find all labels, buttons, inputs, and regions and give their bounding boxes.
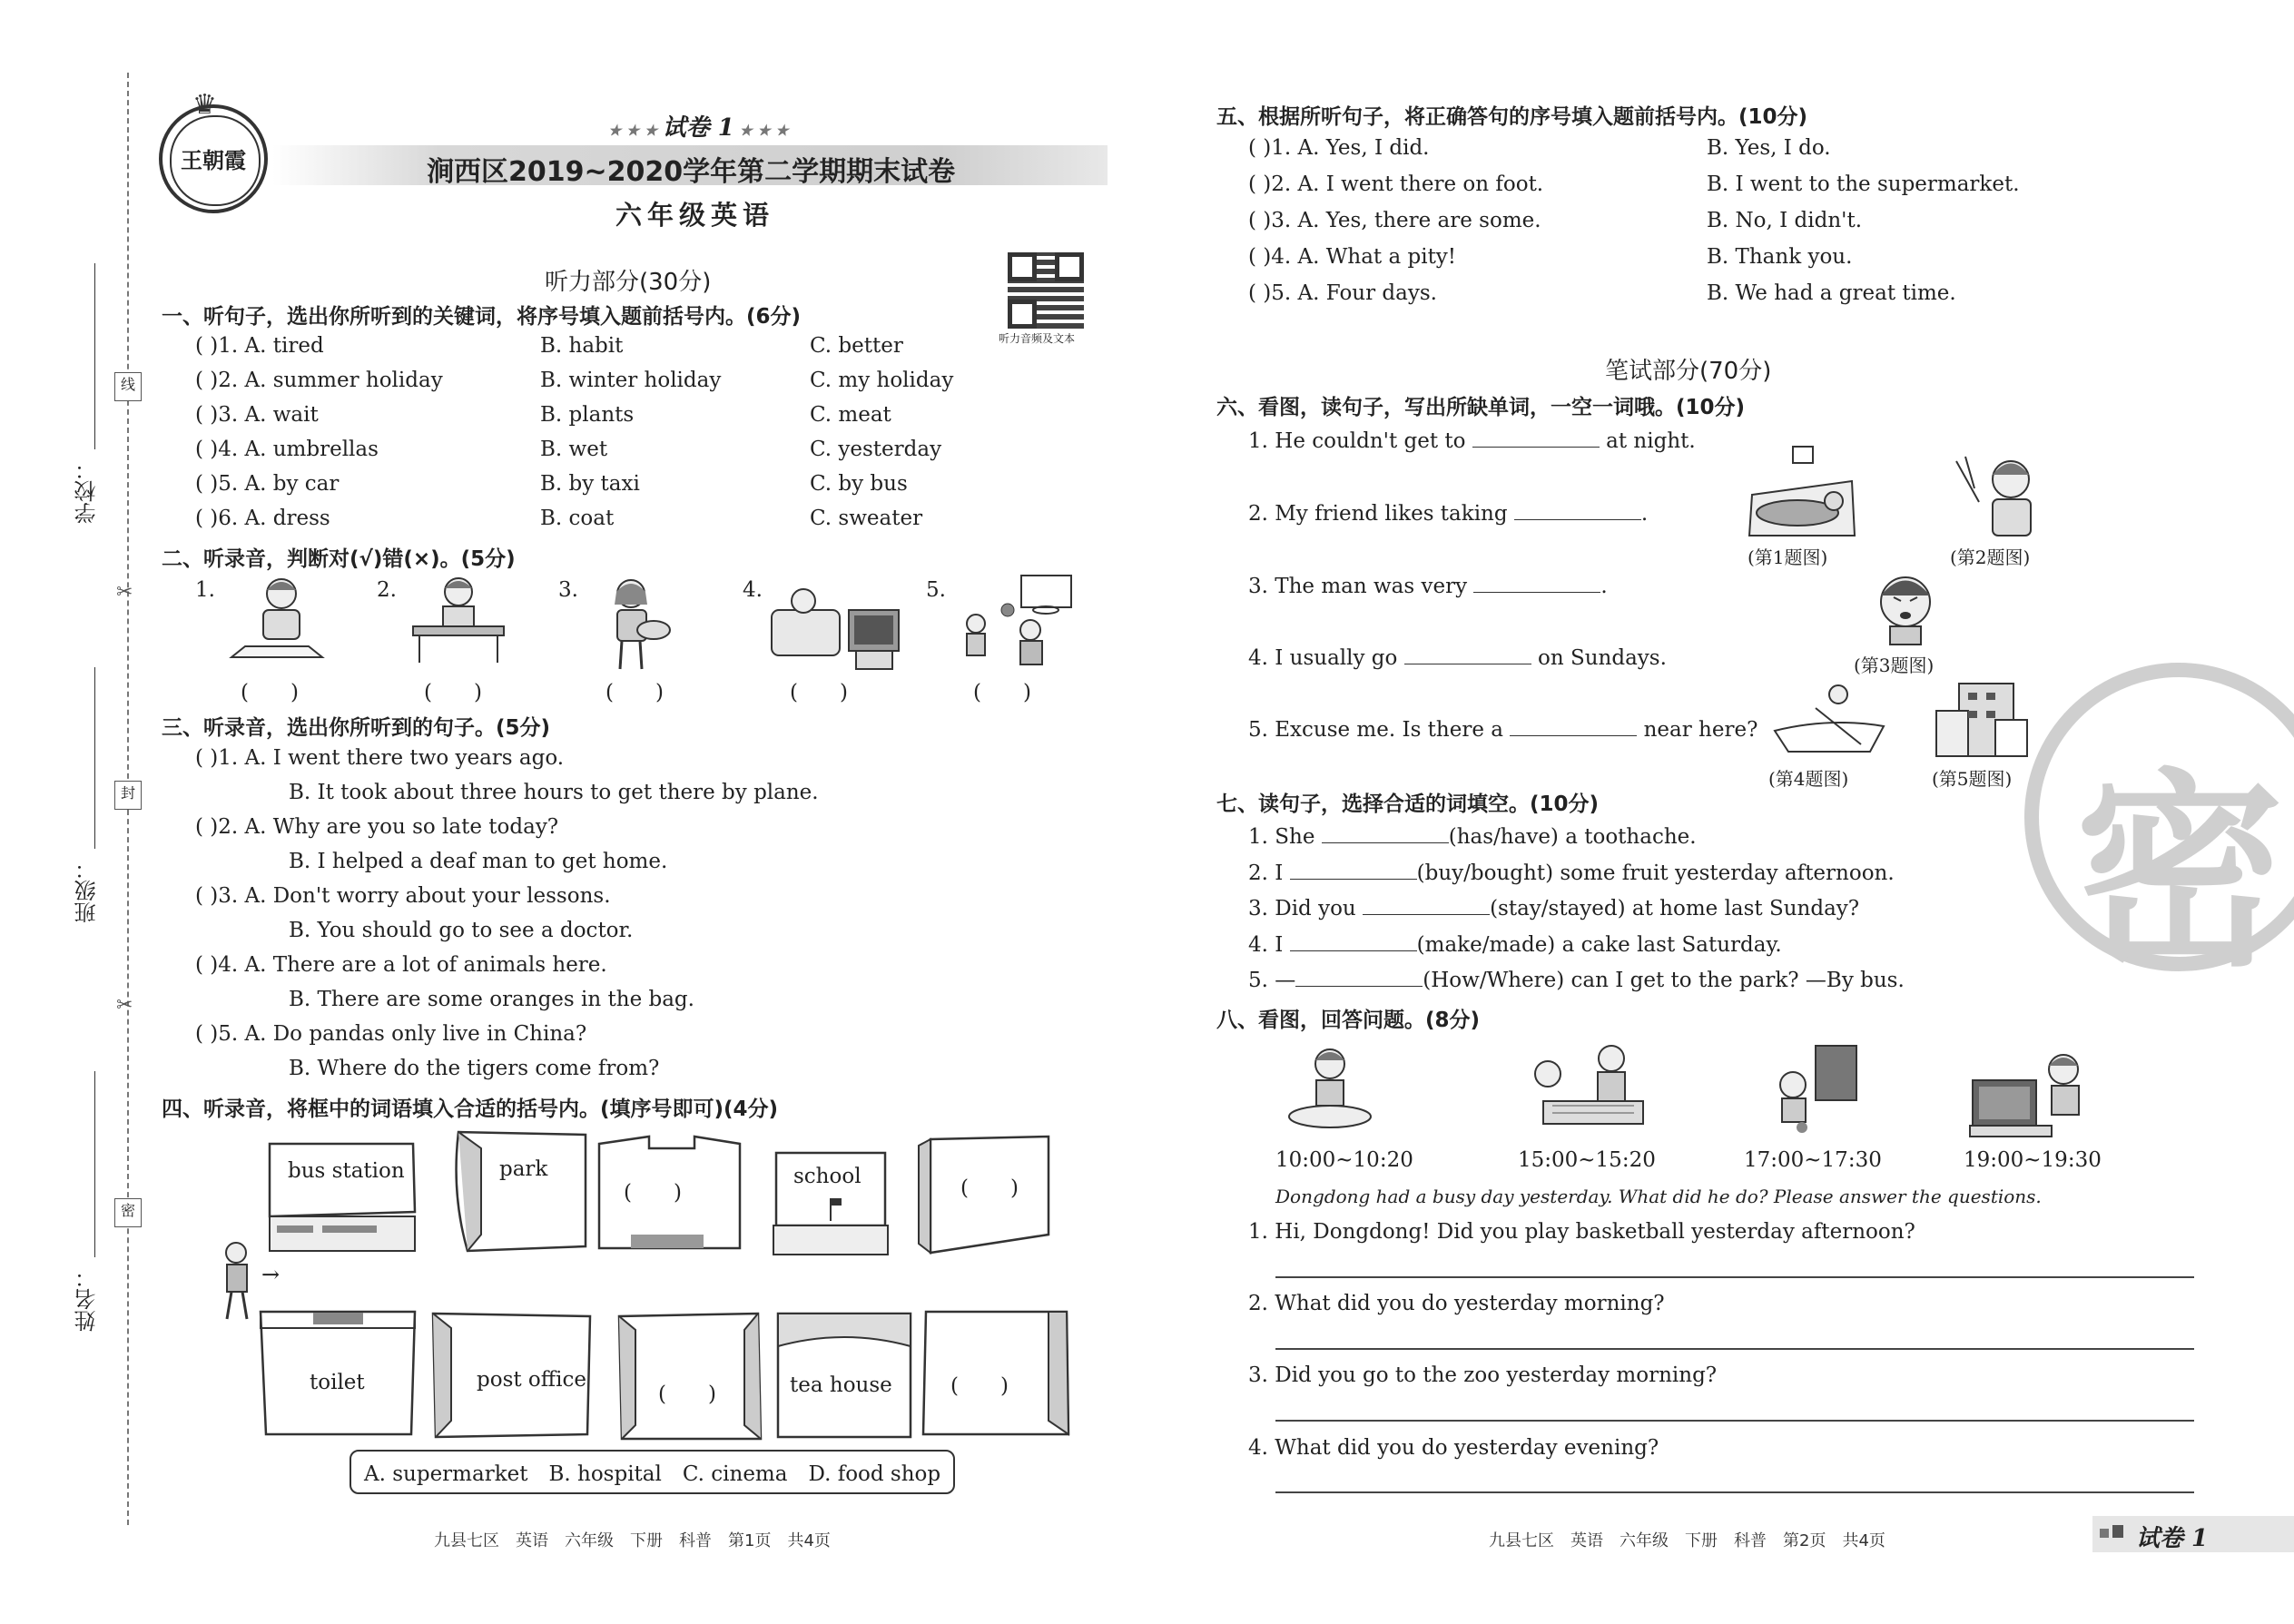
s8-answer-line-1[interactable] xyxy=(1275,1276,2194,1278)
s7-blank-1[interactable] xyxy=(1322,824,1449,843)
s6-caption-5: (第5题图) xyxy=(1932,768,2013,790)
s7-item-5: 5. — (How/Where) can I get to the park? —By bus. xyxy=(1248,969,1905,992)
s6-item-1: 1. He couldn't get to at night. xyxy=(1248,429,1696,453)
s2-answer-5[interactable]: ( ) xyxy=(973,681,1031,704)
s5-row: ( )1. A. Yes, I did. B. Yes, I do. xyxy=(1248,136,1831,160)
s5-row: ( )3. A. Yes, there are some. B. No, I didn't. xyxy=(1248,209,1863,232)
s8-time-1: 10:00~10:20 xyxy=(1275,1148,1413,1172)
building-blank-4: ( ) xyxy=(921,1307,1071,1439)
girl-eating-illustration xyxy=(595,574,676,674)
line-mark: 线 xyxy=(114,372,142,401)
s7-blank-5[interactable] xyxy=(1295,968,1423,987)
s8-question-4: 4. What did you do yesterday evening? xyxy=(1248,1436,1659,1460)
s6-item-2: 2. My friend likes taking . xyxy=(1248,502,1649,526)
s7-blank-4[interactable] xyxy=(1290,932,1417,951)
s7-item-4: 4. I (make/made) a cake last Saturday. xyxy=(1248,933,1782,957)
s3-option-b: B. There are some oranges in the bag. xyxy=(289,988,694,1011)
s8-time-3: 17:00~17:30 xyxy=(1744,1148,1882,1172)
s8-intro: Dongdong had a busy day yesterday. What did he do? Please answer the questions. xyxy=(1275,1186,2042,1207)
test-tab xyxy=(2092,1516,2294,1552)
s8-question-2: 2. What did you do yesterday morning? xyxy=(1248,1292,1665,1315)
class-field[interactable] xyxy=(94,667,95,849)
s6-caption-4: (第4题图) xyxy=(1768,768,1849,790)
s2-answer-2[interactable]: ( ) xyxy=(424,681,482,704)
building-blank-3: ( ) xyxy=(617,1312,763,1443)
angry-man-illustration xyxy=(1872,570,1940,647)
s5-row: ( )5. A. Four days. B. We had a great time. xyxy=(1248,281,1956,305)
s6-blank-1[interactable] xyxy=(1472,428,1600,448)
s6-item-5: 5. Excuse me. Is there a near here? xyxy=(1248,718,1758,742)
s2-answer-1[interactable]: ( ) xyxy=(241,681,299,704)
sleeping-man-illustration xyxy=(1748,445,1856,540)
building-post-office: post office xyxy=(431,1312,595,1439)
boy-sofa-tv-illustration xyxy=(767,574,903,674)
s8-time-4: 19:00~19:30 xyxy=(1964,1148,2102,1172)
boy-photo-illustration xyxy=(1947,452,2047,538)
secret-mark: 密 xyxy=(114,1198,142,1227)
brand-logo xyxy=(159,104,268,213)
boy-playing-illustration xyxy=(1285,1044,1375,1130)
class-label: 班级： xyxy=(74,858,100,923)
s2-pictures: 1. 2. 3. 4. 5. ( ) ( ) ( ) ( ) ( ) xyxy=(195,574,1094,701)
boy-drawing-illustration xyxy=(227,574,327,664)
s6-caption-1: (第1题图) xyxy=(1748,546,1828,568)
scissors-icon: ✂ xyxy=(116,994,133,1017)
s6-caption-2: (第2题图) xyxy=(1950,546,2031,568)
s7-item-2: 2. I (buy/bought) some fruit yesterday afternoon. xyxy=(1248,861,1895,885)
s5-title: 五、根据所听句子，将正确答句的序号填入题前括号内。(10分) xyxy=(1216,105,1808,129)
s7-title: 七、读句子，选择合适的词填空。(10分) xyxy=(1216,792,1600,816)
s8-title: 八、看图，回答问题。(8分) xyxy=(1216,1009,1481,1032)
scissors-icon: ✂ xyxy=(116,581,133,604)
s1-row: ( )4. A. umbrellas B. wet C. yesterday xyxy=(195,438,942,461)
s7-blank-2[interactable] xyxy=(1290,861,1417,880)
s3-option-a: ( )5. A. Do pandas only live in China? xyxy=(195,1022,587,1046)
qr-caption: 听力音频及文本 xyxy=(999,332,1076,345)
s8-answer-line-3[interactable] xyxy=(1275,1420,2194,1422)
s3-option-b: B. It took about three hours to get there by plane. xyxy=(289,781,819,804)
s6-blank-3[interactable] xyxy=(1473,574,1600,593)
building-blank-2: ( ) xyxy=(917,1135,1053,1257)
s3-list xyxy=(195,746,819,1091)
s1-row: ( )1. A. tired B. habit C. better xyxy=(195,334,903,358)
subtitle: 六年级英语 xyxy=(615,200,775,231)
tab-label: 试卷 1 xyxy=(2136,1525,2209,1552)
s7-blank-3[interactable] xyxy=(1363,896,1490,915)
star-icon: ★ ★ ★ xyxy=(733,122,789,139)
boy-computer-illustration xyxy=(1968,1044,2095,1139)
boy-drawing-board-illustration xyxy=(1766,1044,1866,1135)
arrow-right-icon: → xyxy=(261,1262,281,1287)
s3-option-b: B. I helped a deaf man to get home. xyxy=(289,850,668,873)
writing-title: 笔试部分(70分) xyxy=(1605,358,1772,385)
buildings-illustration xyxy=(1932,679,2032,761)
secret-watermark xyxy=(2024,663,2294,995)
boy-desk-illustration xyxy=(409,574,508,664)
building-tea-house: tea house xyxy=(776,1312,912,1439)
star-icon: ★ ★ ★ xyxy=(608,122,663,139)
s6-item-4: 4. I usually go on Sundays. xyxy=(1248,646,1667,670)
s8-question-3: 3. Did you go to the zoo yesterday morning? xyxy=(1248,1363,1718,1387)
s1-row: ( )3. A. wait B. plants C. meat xyxy=(195,403,891,427)
s1-row: ( )2. A. summer holiday B. winter holiday C. my holiday xyxy=(195,369,954,392)
main-title: 涧西区2019~2020学年第二学期期末试卷 xyxy=(427,156,956,188)
s6-caption-3: (第3题图) xyxy=(1854,655,1935,676)
seal-mark: 封 xyxy=(114,781,142,810)
s8-answer-line-2[interactable] xyxy=(1275,1348,2194,1350)
s1-title: 一、听句子，选出你所听到的关键词，将序号填入题前括号内。(6分) xyxy=(162,305,802,329)
brand-logo-text: 王朝霞 xyxy=(181,147,246,173)
s6-item-3: 3. The man was very . xyxy=(1248,575,1608,598)
qr-code[interactable] xyxy=(1008,252,1084,329)
s6-blank-4[interactable] xyxy=(1404,645,1531,664)
s1-row: ( )6. A. dress B. coat C. sweater xyxy=(195,507,923,530)
s1-row: ( )5. A. by car B. by taxi C. by bus xyxy=(195,472,908,496)
s1-list xyxy=(195,334,954,541)
friends-chess-illustration xyxy=(1525,1042,1648,1133)
s3-option-a: ( )4. A. There are a lot of animals here. xyxy=(195,953,607,977)
s6-blank-5[interactable] xyxy=(1510,717,1637,736)
tab-squares-icon xyxy=(2100,1529,2109,1538)
s2-answer-3[interactable]: ( ) xyxy=(605,681,664,704)
building-park: park xyxy=(449,1130,590,1253)
s4-title: 四、听录音，将框中的词语填入合适的括号内。(填序号即可)(4分) xyxy=(162,1097,779,1121)
s6-blank-2[interactable] xyxy=(1514,501,1641,520)
s7-item-3: 3. Did you (stay/stayed) at home last Sunday? xyxy=(1248,897,1860,920)
name-field[interactable] xyxy=(94,1071,95,1257)
s2-title: 二、听录音，判断对(√)错(×)。(5分) xyxy=(162,547,516,571)
footer-left: 九县七区 英语 六年级 下册 科普 第1页 共4页 xyxy=(434,1531,831,1550)
secret-watermark-text: 密 xyxy=(2075,753,2285,995)
s8-time-2: 15:00~15:20 xyxy=(1518,1148,1656,1172)
s2-answer-4[interactable]: ( ) xyxy=(790,681,848,704)
test-label: ★ ★ ★ 试卷 1 ★ ★ ★ xyxy=(608,114,789,142)
s6-title: 六、看图，读句子，写出所缺单词，一空一词哦。(10分) xyxy=(1216,396,1746,419)
s5-list xyxy=(1248,136,2020,318)
basketball-players-illustration xyxy=(953,574,1089,674)
building-toilet: toilet xyxy=(259,1307,418,1439)
s5-row: ( )2. A. I went there on foot. B. I went to the supermarket. xyxy=(1248,172,2020,196)
s3-option-b: B. Where do the tigers come from? xyxy=(289,1057,660,1080)
tab-squares-icon xyxy=(2112,1525,2123,1538)
s3-option-a: ( )1. A. I went there two years ago. xyxy=(195,746,565,770)
school-label: 学校： xyxy=(74,458,100,524)
building-school: school xyxy=(772,1148,890,1257)
crown-icon: ♛ xyxy=(192,89,217,121)
school-field[interactable] xyxy=(94,263,95,449)
listening-title: 听力部分(30分) xyxy=(545,269,712,296)
s8-question-1: 1. Hi, Dongdong! Did you play basketball yesterday afternoon? xyxy=(1248,1220,1915,1244)
s7-item-1: 1. She (has/have) a toothache. xyxy=(1248,825,1697,849)
walking-boy-illustration xyxy=(218,1239,259,1325)
s3-option-a: ( )2. A. Why are you so late today? xyxy=(195,815,559,839)
building-bus-station: bus station xyxy=(268,1139,418,1253)
s4-options-box: A. supermarket B. hospital C. cinema D. food shop xyxy=(350,1450,955,1494)
s3-option-b: B. You should go to see a doctor. xyxy=(289,919,634,942)
s5-row: ( )4. A. What a pity! B. Thank you. xyxy=(1248,245,1853,269)
name-label: 姓名： xyxy=(74,1266,100,1332)
footer-right: 九县七区 英语 六年级 下册 科普 第2页 共4页 xyxy=(1489,1531,1885,1550)
rowing-boat-illustration xyxy=(1770,681,1888,758)
building-blank-1: ( ) xyxy=(595,1135,744,1253)
s3-title: 三、听录音，选出你所听到的句子。(5分) xyxy=(162,716,551,740)
s3-option-a: ( )3. A. Don't worry about your lessons. xyxy=(195,884,611,908)
s8-answer-line-4[interactable] xyxy=(1275,1491,2194,1493)
